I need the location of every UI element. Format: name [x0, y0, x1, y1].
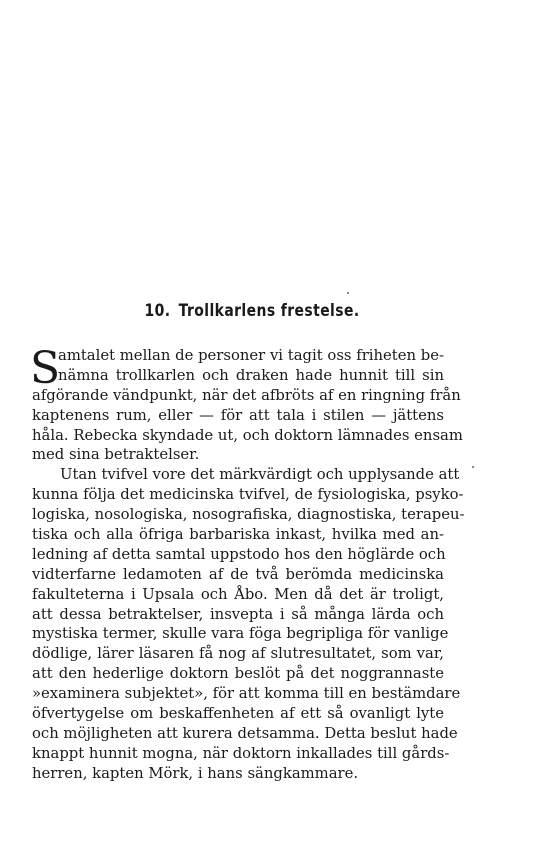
chapter-number: 10. — [144, 301, 171, 321]
text-line: att den hederlige doktorn beslöt på det noggrannaste — [32, 665, 444, 683]
text-line: herren, kapten Mörk, i hans sängkammare. — [32, 764, 359, 782]
print-speck — [347, 292, 349, 294]
text-line: logiska, nosologiska, nosografiska, diagnostiska, terapeu- — [32, 506, 465, 524]
print-speck — [472, 466, 474, 468]
text-line: fakulteterna i Upsala och Åbo. Men då det är troligt, — [32, 585, 444, 603]
drop-cap: S — [30, 343, 61, 394]
chapter-heading — [29, 301, 475, 321]
chapter-title: Trollkarlens frestelse. — [178, 301, 360, 321]
text-line: dödlige, lärer läsaren få nog af slutresultatet, som var, — [32, 645, 444, 663]
text-line: med sina betraktelser. — [32, 446, 200, 464]
text-line: kaptenens rum, eller — för att tala i stilen — jättens — [32, 406, 444, 424]
chapter-body — [30, 343, 465, 784]
text-line: och möjligheten att kurera detsamma. Detta beslut hade — [32, 724, 458, 742]
text-line: kunna följa det medicinska tvifvel, de fysiologiska, psyko- — [32, 486, 464, 504]
text-line: mystiska termer, skulle vara föga begripliga för vanlige — [32, 625, 449, 643]
text-line: amtalet mellan de personer vi tagit oss friheten be- — [58, 347, 444, 364]
text-line: nämna trollkarlen och draken hade hunnit till sin — [58, 366, 444, 384]
text-line: vidterfarne ledamoten af de två berömda medicinska — [32, 565, 444, 583]
text-line: tiska och alla öfriga barbariska inkast, hvilka med an- — [32, 526, 444, 544]
text-line: håla. Rebecka skyndade ut, och doktorn lämnades ensam — [32, 426, 463, 444]
text-line: att dessa betraktelser, insvepta i så många lärda och — [32, 605, 444, 623]
text-line: knappt hunnit mogna, när doktorn inkallades till gårds- — [32, 744, 450, 762]
text-line: ledning af detta samtal uppstodo hos den höglärde och — [32, 545, 446, 563]
text-line: öfvertygelse om beskaffenheten af ett så ovanligt lyte — [32, 705, 444, 723]
text-line: »examinera subjektet», för att komma till en bestämdare — [32, 685, 461, 703]
text-line: Utan tvifvel vore det märkvärdigt och upplysande att — [60, 466, 460, 484]
text-line: afgörande vändpunkt, när det afbröts af en ringning från — [32, 386, 461, 404]
